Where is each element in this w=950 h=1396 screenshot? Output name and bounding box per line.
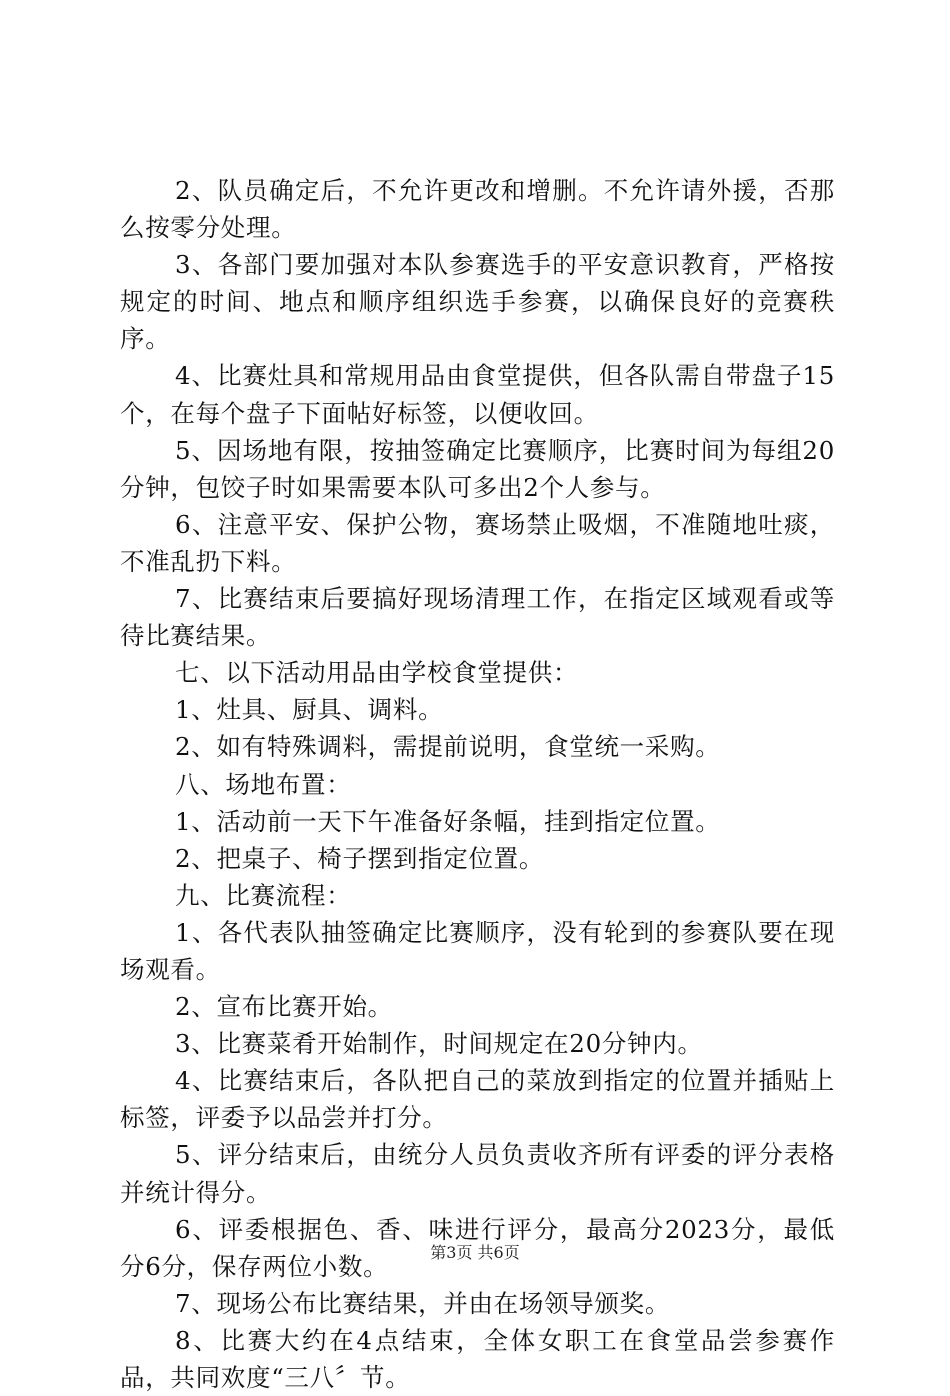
paragraph: 2、把桌子、椅子摆到指定位置。 [175,843,545,873]
paragraph: 2、队员确定后，不允许更改和增删。不允许请外援，否那么按零分处理。 [120,176,835,243]
paragraph: 3、比赛菜肴开始制作，时间规定在20分钟内。 [175,1029,703,1059]
document-body [120,172,835,1396]
paragraph: 7、现场公布比赛结果，并由在场领导颁奖。 [175,1288,671,1318]
section-heading: 八、场地布置： [175,769,352,799]
section-heading: 七、以下活动用品由学校食堂提供： [175,658,579,688]
paragraph: 1、各代表队抽签确定比赛顺序，没有轮到的参赛队要在现场观看。 [120,917,835,984]
paragraph: 7、比赛结束后要搞好现场清理工作，在指定区域观看或等待比赛结果。 [120,584,835,651]
paragraph: 6、评委根据色、香、味进行评分，最高分2023分，最低分6分，保存两位小数。 [120,1214,835,1281]
paragraph: 5、因场地有限，按抽签确定比赛顺序，比赛时间为每组20分钟，包饺子时如果需要本队可多出2个人参与。 [120,435,835,502]
paragraph: 1、灶具、厨具、调料。 [175,695,444,725]
paragraph: 1、活动前一天下午准备好条幅，挂到指定位置。 [175,806,721,836]
paragraph: 5、评分结束后，由统分人员负责收齐所有评委的评分表格并统计得分。 [120,1140,835,1207]
section-heading: 九、比赛流程： [175,880,352,910]
page-footer: 第3页 共6页 [430,1243,520,1262]
paragraph: 2、如有特殊调料，需提前说明，食堂统一采购。 [175,732,721,762]
paragraph: 2、宣布比赛开始。 [175,992,393,1022]
paragraph: 8、比赛大约在4点结束，全体女职工在食堂品尝参赛作品，共同欢度“三八〞节。 [120,1325,835,1392]
paragraph: 6、注意平安、保护公物，赛场禁止吸烟，不准随地吐痰，不准乱扔下料。 [120,509,835,576]
paragraph: 4、比赛结束后，各队把自己的菜放到指定的位置并插贴上标签，评委予以品尝并打分。 [120,1066,835,1133]
paragraph: 3、各部门要加强对本队参赛选手的平安意识教育，严格按规定的时间、地点和顺序组织选手参赛，以确保良好的竞赛秩序。 [120,250,835,354]
paragraph: 4、比赛灶具和常规用品由食堂提供，但各队需自带盘子15个，在每个盘子下面帖好标签，以便收回。 [120,361,835,428]
